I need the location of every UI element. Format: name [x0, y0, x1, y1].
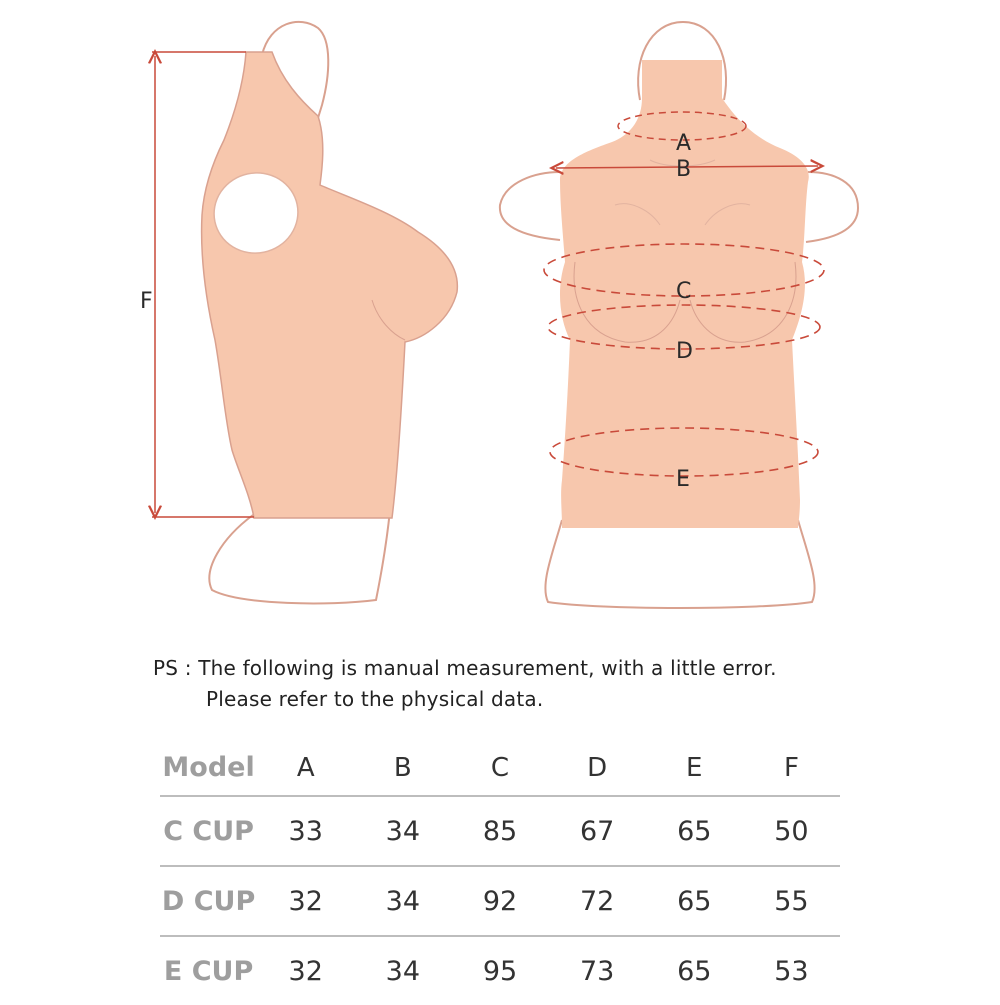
label-e: E	[676, 467, 690, 492]
cell-d: 72	[549, 866, 646, 936]
table-row	[160, 796, 840, 866]
header-model: Model	[160, 740, 257, 796]
front-view-torso	[500, 22, 858, 608]
cell-b: 34	[354, 866, 451, 936]
row-model: D CUP	[160, 866, 257, 936]
measurement-note-line2: Please refer to the physical data.	[206, 687, 544, 711]
side-view-torso	[140, 22, 457, 604]
cell-e: 65	[646, 796, 743, 866]
cell-b: 34	[385, 955, 421, 987]
header-e: E	[646, 740, 743, 796]
label-d: D	[676, 339, 693, 364]
cell-d: 67	[549, 796, 646, 866]
header-f: F	[743, 740, 840, 796]
label-b: B	[676, 157, 692, 182]
measurement-note-line1: PS : The following is manual measurement, with a little error.	[153, 656, 777, 680]
table-row	[160, 936, 840, 1005]
cell-c: 92	[451, 866, 548, 936]
cell-e: 65	[646, 866, 743, 936]
side-body-shape	[202, 52, 458, 518]
side-base-outline	[209, 510, 390, 603]
table-row	[160, 866, 840, 936]
row-model: C CUP	[160, 796, 257, 866]
front-base-outline	[545, 520, 814, 608]
cell-d: 73	[579, 955, 615, 987]
front-shoulders-outline	[500, 172, 560, 240]
label-f: F	[140, 289, 153, 314]
label-c: C	[676, 279, 692, 304]
cell-c: 95	[482, 955, 518, 987]
header-d: D	[549, 740, 646, 796]
row-model: E CUP	[163, 955, 254, 987]
header-b: B	[354, 740, 451, 796]
cell-f: 55	[743, 866, 840, 936]
cell-c: 85	[451, 796, 548, 866]
cell-f: 53	[774, 955, 809, 987]
cell-a: 32	[288, 955, 323, 987]
size-table-header-row	[160, 740, 840, 796]
cell-a: 33	[257, 796, 354, 866]
header-c: C	[451, 740, 548, 796]
cell-f: 50	[743, 796, 840, 866]
label-a: A	[676, 131, 692, 156]
cell-e: 65	[677, 955, 712, 987]
front-shoulders-outline-right	[806, 172, 858, 242]
cell-a: 32	[257, 866, 354, 936]
header-a: A	[257, 740, 354, 796]
size-table	[160, 740, 840, 1005]
cell-b: 34	[354, 796, 451, 866]
